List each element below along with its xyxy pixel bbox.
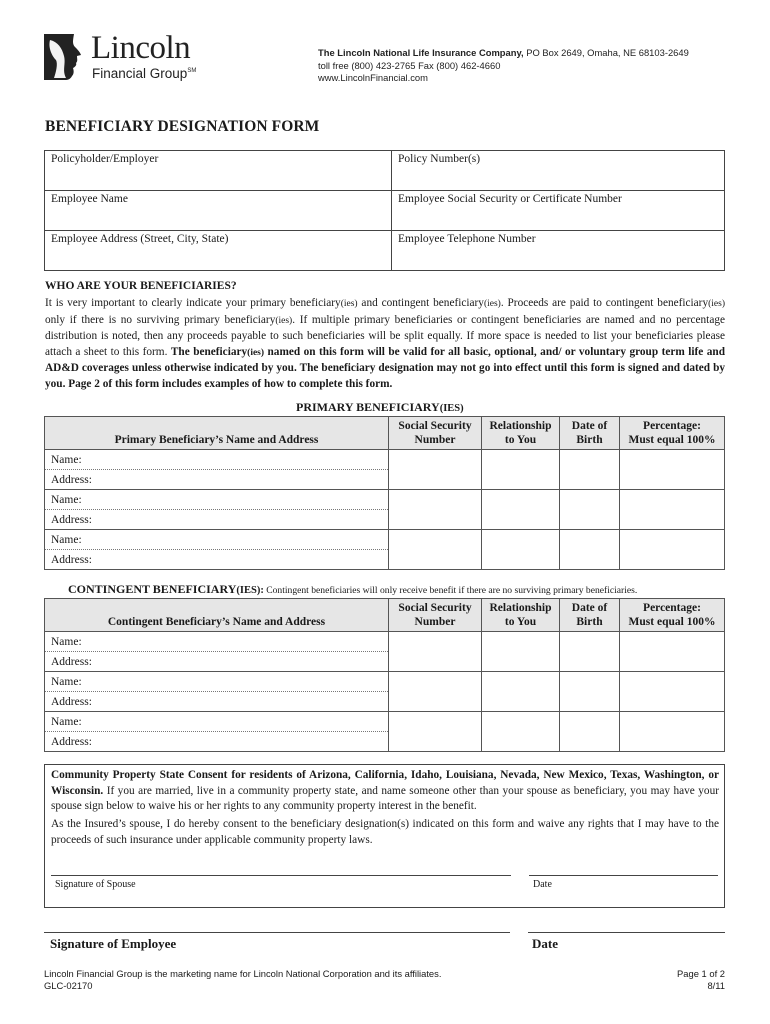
- contingent-2-dob-field[interactable]: [560, 672, 620, 712]
- contingent-3-ssn-field[interactable]: [389, 712, 482, 752]
- spouse-signature-line[interactable]: [51, 875, 511, 876]
- employee-ssn-field[interactable]: [392, 191, 725, 231]
- primary-col-dob: Date of Birth: [560, 417, 620, 450]
- primary-2-percentage-field[interactable]: [620, 490, 725, 530]
- company-address: PO Box 2649, Omaha, NE 68103-2649: [523, 47, 689, 58]
- lincoln-profile-logo-icon: [44, 34, 86, 80]
- contingent-col-name: Contingent Beneficiary’s Name and Address: [45, 599, 389, 632]
- primary-2-ssn-field[interactable]: [389, 490, 482, 530]
- primary-3-name-field[interactable]: Name:: [45, 530, 389, 550]
- footer-marketing-note: Lincoln Financial Group is the marketing name for Lincoln National Corporation and its affiliates.: [44, 968, 442, 979]
- primary-col-relationship: Relationship to You: [482, 417, 560, 450]
- company-phone-fax: toll free (800) 423-2765 Fax (800) 462-4660: [318, 59, 501, 71]
- spouse-signature-label: Signature of Spouse: [55, 879, 136, 890]
- contingent-1-percentage-field[interactable]: [620, 632, 725, 672]
- policy-number-field[interactable]: [392, 151, 725, 191]
- contingent-1-dob-field[interactable]: [560, 632, 620, 672]
- primary-1-ssn-field[interactable]: [389, 450, 482, 490]
- primary-col-percentage: Percentage: Must equal 100%: [620, 417, 725, 450]
- employee-signature-label: Signature of Employee: [50, 936, 177, 951]
- employee-phone-field[interactable]: [392, 231, 725, 271]
- footer-form-number: GLC-02170: [44, 980, 93, 991]
- primary-2-address-field[interactable]: Address:: [45, 510, 389, 530]
- who-beneficiaries-heading: WHO ARE YOUR BENEFICIARIES?: [45, 280, 237, 292]
- employee-address-label: Employee Address (Street, City, State): [51, 233, 229, 245]
- who-beneficiaries-paragraph: It is very important to clearly indicate your primary beneficiary(ies) and contingent beneficiary(ies). Proceeds are paid to contingent beneficiary(ies) only if there is no surviving primary beneficiary(ies). If multiple primary beneficiaries or contingent beneficiaries are named and no percentage distribution is noted, then any proceeds payable to such beneficiaries will be split equally. If more space is needed to list your beneficiaries please attach a sheet to this form. The beneficiary(ies) named on this form will be valid for all basic, optional, and/ or voluntary group term life and AD&D coverages unless otherwise indicated by you. The beneficiary designation may not go into effect until this form is signed and dated by you. Page 2 of this form includes examples of how to complete this form.: [45, 297, 725, 390]
- primary-2-relationship-field[interactable]: [482, 490, 560, 530]
- form-title: BENEFICIARY DESIGNATION FORM: [45, 118, 320, 135]
- employee-date-label: Date: [532, 936, 558, 951]
- logo-wordmark: Lincoln: [91, 30, 191, 66]
- primary-col-name: Primary Beneficiary’s Name and Address: [45, 417, 389, 450]
- community-property-consent-box: [44, 764, 725, 908]
- policyholder-field[interactable]: [45, 151, 392, 191]
- contingent-2-address-field[interactable]: Address:: [45, 692, 389, 712]
- primary-3-relationship-field[interactable]: [482, 530, 560, 570]
- contingent-1-name-field[interactable]: Name:: [45, 632, 389, 652]
- contingent-col-percentage: Percentage: Must equal 100%: [620, 599, 725, 632]
- consent-paragraph-1: Community Property State Consent for residents of Arizona, California, Idaho, Louisiana, Nevada, New Mexico, Texas, Washington, or Wisconsin. If you are married, live in a community property state, and name someone other than your spouse as beneficiary, you may have your spouse sign below to waive his or her rights to any community property interest in the benefit.: [51, 769, 719, 812]
- primary-3-ssn-field[interactable]: [389, 530, 482, 570]
- primary-1-address-field[interactable]: Address:: [45, 470, 389, 490]
- employee-phone-label: Employee Telephone Number: [398, 233, 536, 245]
- contingent-col-dob: Date of Birth: [560, 599, 620, 632]
- contingent-2-percentage-field[interactable]: [620, 672, 725, 712]
- company-name: The Lincoln National Life Insurance Company,: [318, 47, 524, 58]
- primary-1-dob-field[interactable]: [560, 450, 620, 490]
- employee-signature-line[interactable]: [44, 932, 510, 933]
- primary-beneficiary-table: [44, 416, 725, 570]
- footer-page-number: Page 1 of 2: [677, 968, 725, 979]
- primary-2-name-field[interactable]: Name:: [45, 490, 389, 510]
- contingent-3-name-field[interactable]: Name:: [45, 712, 389, 732]
- employee-name-label: Employee Name: [51, 193, 128, 205]
- contingent-2-relationship-field[interactable]: [482, 672, 560, 712]
- primary-1-percentage-field[interactable]: [620, 450, 725, 490]
- policyholder-label: Policyholder/Employer: [51, 153, 159, 165]
- employee-ssn-label: Employee Social Security or Certificate Number: [398, 193, 622, 205]
- contingent-beneficiary-title: CONTINGENT BENEFICIARY(IES): Contingent beneficiaries will only receive benefit if there are no surviving primary beneficiaries.: [68, 582, 638, 596]
- policy-info-table: [44, 150, 725, 271]
- primary-2-dob-field[interactable]: [560, 490, 620, 530]
- footer-left: [44, 968, 441, 992]
- policy-number-label: Policy Number(s): [398, 153, 481, 165]
- contingent-col-ssn: Social Security Number: [389, 599, 482, 632]
- spouse-date-label: Date: [533, 879, 552, 890]
- contingent-col-relationship: Relationship to You: [482, 599, 560, 632]
- primary-3-dob-field[interactable]: [560, 530, 620, 570]
- employee-date-line[interactable]: [528, 932, 725, 933]
- contingent-1-relationship-field[interactable]: [482, 632, 560, 672]
- employee-address-field[interactable]: [45, 231, 392, 271]
- primary-1-relationship-field[interactable]: [482, 450, 560, 490]
- primary-beneficiary-title: PRIMARY BENEFICIARY(IES): [296, 400, 464, 414]
- primary-1-name-field[interactable]: Name:: [45, 450, 389, 470]
- contingent-3-percentage-field[interactable]: [620, 712, 725, 752]
- employee-name-field[interactable]: [45, 191, 392, 231]
- footer-revision-date: 8/11: [707, 980, 725, 991]
- contingent-1-ssn-field[interactable]: [389, 632, 482, 672]
- primary-3-percentage-field[interactable]: [620, 530, 725, 570]
- contingent-3-relationship-field[interactable]: [482, 712, 560, 752]
- contingent-1-address-field[interactable]: Address:: [45, 652, 389, 672]
- primary-col-ssn: Social Security Number: [389, 417, 482, 450]
- logo-subtitle: Financial Group℠: [92, 66, 197, 81]
- spouse-date-line[interactable]: [529, 875, 718, 876]
- contingent-2-ssn-field[interactable]: [389, 672, 482, 712]
- company-contact-block: [318, 47, 689, 85]
- contingent-3-dob-field[interactable]: [560, 712, 620, 752]
- company-website[interactable]: www.LincolnFinancial.com: [318, 72, 428, 83]
- contingent-2-name-field[interactable]: Name:: [45, 672, 389, 692]
- contingent-beneficiary-table: [44, 598, 725, 752]
- consent-paragraph-2: As the Insured’s spouse, I do hereby consent to the beneficiary designation(s) indicated on this form and waive any rights that I may have to the proceeds of such insurance under applicable community property laws.: [51, 818, 719, 846]
- primary-3-address-field[interactable]: Address:: [45, 550, 389, 570]
- footer-right: [677, 968, 725, 992]
- contingent-3-address-field[interactable]: Address:: [45, 732, 389, 752]
